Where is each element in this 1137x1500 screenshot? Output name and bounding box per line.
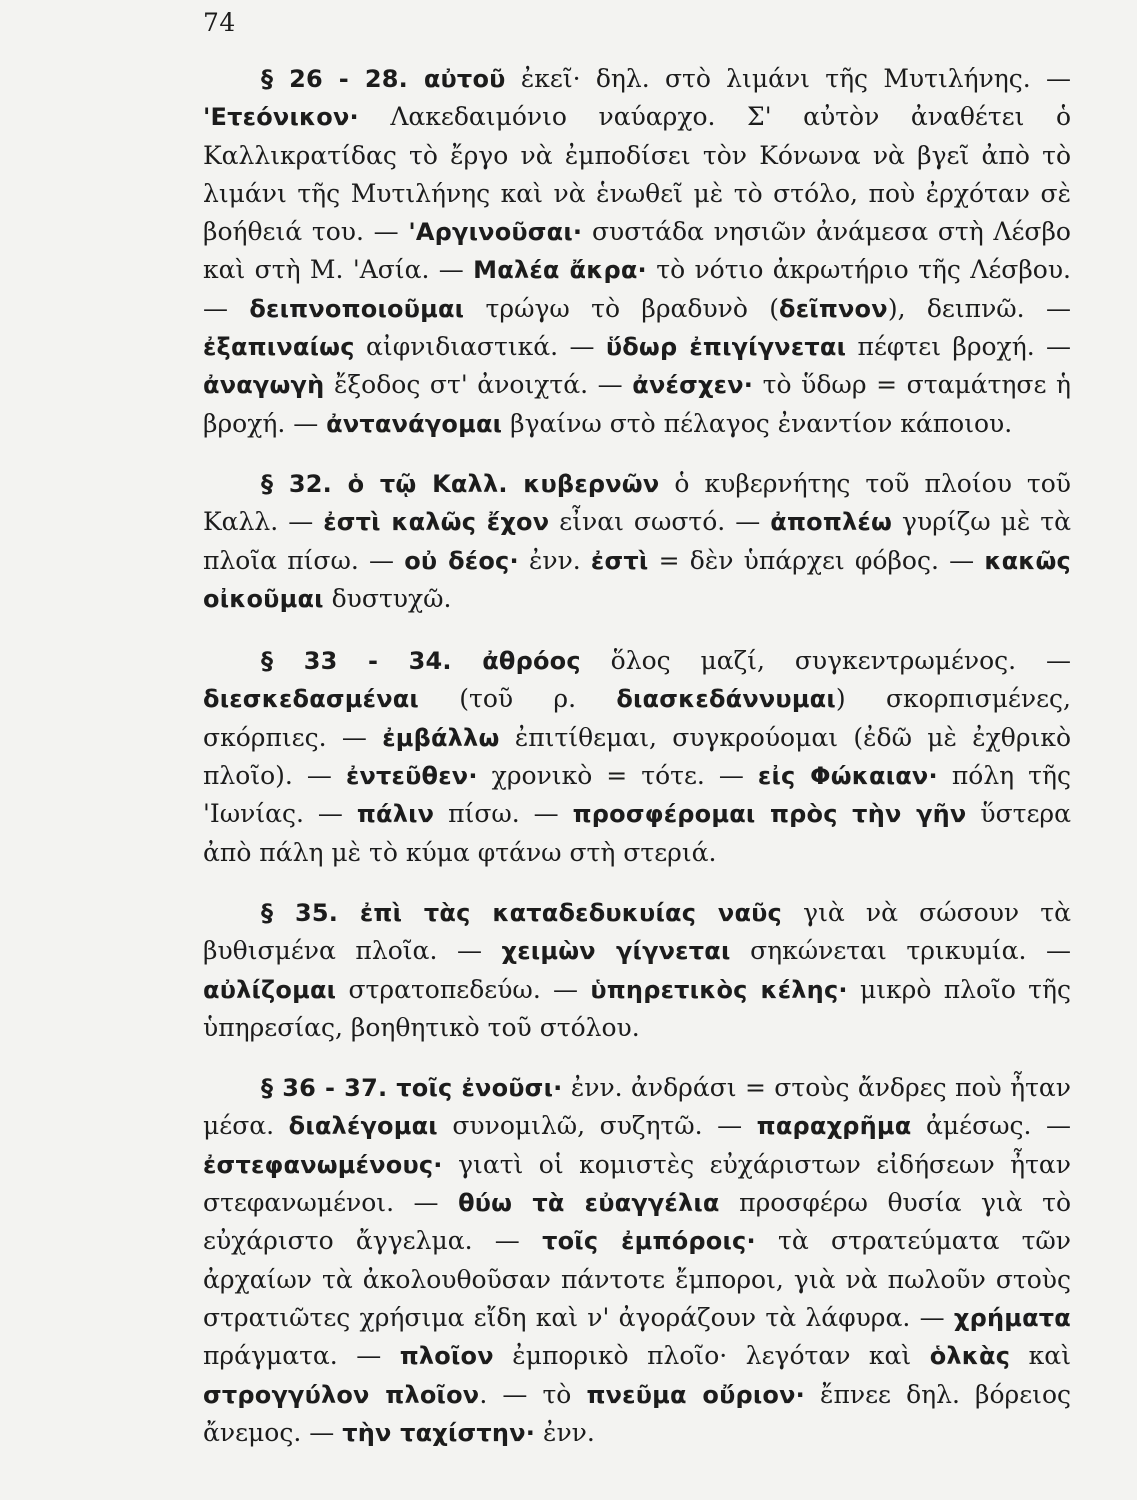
lemma-term: τοῖς ἐμπόροις·	[542, 1227, 756, 1256]
gloss-text: στρατοπεδεύω. —	[336, 974, 591, 1004]
paragraph-s26-28	[203, 60, 1071, 443]
gloss-text: μικρὸ πλοῖο τῆς ὑπηρεσίας, βοηθητικὸ τοῦ στόλου.	[203, 974, 1071, 1042]
lemma-term: διεσκεδασμέναι	[203, 685, 419, 714]
gloss-text: (τοῦ ρ.	[418, 684, 617, 714]
gloss-text: ἔπνεε δηλ. βόρειος ἄνεμος. —	[203, 1379, 1071, 1447]
page-number: 74	[203, 8, 236, 37]
lemma-term: ἀναγωγὴ	[203, 371, 325, 400]
lemma-term: κακῶς οἰκοῦμαι	[203, 546, 1071, 613]
commentary-text	[203, 60, 1071, 1474]
gloss-text: πράγματα. —	[203, 1341, 400, 1371]
gloss-text: πέφτει βροχή. —	[846, 332, 1072, 362]
lemma-term: πάλιν	[356, 800, 435, 829]
gloss-text: αἰφνιδιαστικά. —	[354, 332, 606, 362]
lemma-term: χειμὼν γίγνεται	[501, 937, 731, 966]
lemma-term: Μαλέα ἄκρα·	[473, 256, 647, 285]
gloss-text: πόλη τῆς 'Ιωνίας. —	[203, 761, 1071, 829]
lemma-term: δειπνοποιοῦμαι	[249, 294, 465, 323]
gloss-text: σηκώνεται τρικυμία. —	[730, 936, 1072, 966]
lemma-term: πνεῦμα οὔριον·	[586, 1380, 805, 1409]
lemma-term: προσφέρομαι πρὸς τὴν γῆν	[572, 800, 967, 829]
gloss-text: ἐνν.	[518, 545, 591, 575]
gloss-text: ) σκορπισμένες, σκόρπιες. —	[203, 684, 1071, 752]
lemma-term: § 26 - 28. αὐτοῦ	[261, 65, 506, 93]
lemma-term: παραχρῆμα	[756, 1112, 912, 1141]
gloss-text: ὁ κυβερνήτης τοῦ πλοίου τοῦ Καλλ. —	[203, 468, 1071, 537]
gloss-text: . — τὸ	[479, 1379, 587, 1409]
gloss-text: ), δειπνῶ. —	[887, 293, 1071, 323]
gloss-text: πίσω. —	[434, 799, 573, 829]
lemma-term: ἐντεῦθεν·	[345, 762, 478, 791]
paragraph-s36-37	[203, 1069, 1071, 1452]
lemma-term: ὁλκὰς	[929, 1342, 1011, 1371]
lemma-term: 'Ετεόνικον·	[203, 103, 359, 132]
lemma-term: ὑπηρετικὸς κέλης·	[590, 975, 848, 1004]
gloss-text: ἐνν. ἀνδράσι = στοὺς ἄνδρες ποὺ ἦταν μέσα.	[203, 1073, 1071, 1141]
gloss-text: εἶναι σωστό. —	[549, 507, 771, 537]
gloss-text: = δὲν ὑπάρχει φόβος. —	[648, 545, 985, 575]
lemma-term: ὕδωρ ἐπιγίγνεται	[605, 333, 847, 362]
lemma-term: ἐστὶ καλῶς ἔχον	[323, 508, 550, 537]
lemma-term: ἀποπλέω	[770, 508, 893, 537]
gloss-text: συνομιλῶ, συζητῶ. —	[437, 1111, 757, 1141]
lemma-term: αὐλίζομαι	[203, 975, 337, 1004]
gloss-text: τὸ ὕδωρ = σταμάτησε ἡ βροχή. —	[203, 370, 1071, 438]
lemma-term: δεῖπνον	[779, 294, 888, 323]
gloss-text: ὕστερα ἀπὸ πάλη μὲ τὸ κύμα φτάνω στὴ στεριά.	[203, 799, 1072, 867]
lemma-term: στρογγύλον πλοῖον	[203, 1380, 480, 1409]
gloss-text: ἐκεῖ· δηλ. στὸ λιμάνι τῆς Μυτιλήνης. —	[505, 64, 1071, 93]
lemma-term: οὐ δέος·	[404, 546, 519, 575]
paragraph-s33-34	[203, 642, 1071, 872]
gloss-text: χρονικὸ = τότε. —	[477, 761, 758, 791]
lemma-term: ἐμβάλλω	[382, 723, 500, 752]
lemma-term: ἐστὶ	[590, 546, 649, 575]
lemma-term: πλοῖον	[399, 1342, 494, 1371]
lemma-term: § 35. ἐπὶ τὰς καταδεδυκυίας ναῦς	[261, 898, 782, 927]
gloss-text: τρώγω τὸ βραδυνὸ (	[464, 293, 780, 323]
gloss-text: βγαίνω στὸ πέλαγος ἐναντίον κάποιου.	[502, 408, 1013, 438]
lemma-term: τὴν ταχίστην·	[342, 1418, 536, 1447]
gloss-text: γιὰ νὰ σώσουν τὰ βυθισμένα πλοῖα. —	[203, 897, 1071, 966]
lemma-term: χρήματα	[953, 1303, 1071, 1332]
gloss-text: συστάδα νησιῶν ἀνάμεσα στὴ Λέσβο καὶ στὴ Μ. 'Ασία. —	[203, 217, 1071, 285]
paragraph-s32	[203, 465, 1071, 618]
gloss-text: ἐνν.	[535, 1417, 595, 1447]
gloss-text: ὅλος μαζί, συγκεντρωμένος. —	[580, 646, 1071, 676]
lemma-term: ἐστεφανωμένους·	[203, 1150, 443, 1179]
gloss-text: Λακεδαιμόνιο ναύαρχο. Σ' αὐτὸν ἀναθέτει ὁ Καλλικρατίδας τὸ ἔργο νὰ ἐμποδίσει τὸν Κόνωνα νὰ βγεῖ ἀπὸ τὸ λιμάνι τῆς Μυτιλήνης καὶ νὰ ἑνωθεῖ μὲ τὸ στόλο, ποὺ ἐρχόταν σὲ βοήθειά του. —	[203, 102, 1071, 247]
lemma-term: διαλέγομαι	[288, 1112, 438, 1141]
gloss-text: τὸ νότιο ἀκρωτήριο τῆς Λέσβου. —	[203, 255, 1071, 323]
gloss-text: τὰ στρατεύματα τῶν ἀρχαίων τὰ ἀκολουθοῦσαν πάντοτε ἔμποροι, γιὰ νὰ πωλοῦν στοὺς στρατιῶτες χρήσιμα εἴδη καὶ ν' ἀγοράζουν τὰ λάφυρα. —	[203, 1226, 1071, 1332]
gloss-text: ἔξοδος στ' ἀνοιχτά. —	[324, 370, 633, 400]
gloss-text: καὶ	[1010, 1341, 1071, 1371]
gloss-text: ἀμέσως. —	[911, 1111, 1072, 1141]
lemma-term: ἀνέσχεν·	[632, 371, 754, 400]
paragraph-s35	[203, 894, 1071, 1047]
lemma-term: § 32. ὁ τῷ Καλλ. κυβερνῶν	[261, 469, 660, 498]
gloss-text: δυστυχῶ.	[323, 583, 452, 613]
gloss-text: ἐμπορικὸ πλοῖο· λεγόταν καὶ	[493, 1341, 930, 1371]
lemma-term: 'Αργινοῦσαι·	[408, 218, 583, 247]
lemma-term: § 33 - 34. ἀθρόος	[261, 647, 581, 676]
gloss-text: προσφέρω θυσία γιὰ τὸ εὐχάριστο ἄγγελμα. —	[203, 1188, 1071, 1256]
lemma-term: ἐξαπιναίως	[203, 333, 355, 362]
gloss-text: γιατὶ οἱ κομιστὲς εὐχάριστων εἰδήσεων ἦταν στεφανωμένοι. —	[203, 1149, 1071, 1218]
gloss-text: ἐπιτίθεμαι, συγκρούομαι (ἐδῶ μὲ ἐχθρικὸ πλοῖο). —	[203, 722, 1072, 791]
lemma-term: § 36 - 37. τοῖς ἐνοῦσι·	[261, 1074, 563, 1103]
lemma-term: ἀντανάγομαι	[326, 409, 503, 438]
gloss-text: γυρίζω μὲ τὰ πλοῖα πίσω. —	[203, 507, 1072, 575]
lemma-term: εἰς Φώκαιαν·	[757, 762, 938, 791]
lemma-term: διασκεδάννυμαι	[616, 685, 836, 714]
lemma-term: θύω τὰ εὐαγγέλια	[458, 1189, 720, 1218]
